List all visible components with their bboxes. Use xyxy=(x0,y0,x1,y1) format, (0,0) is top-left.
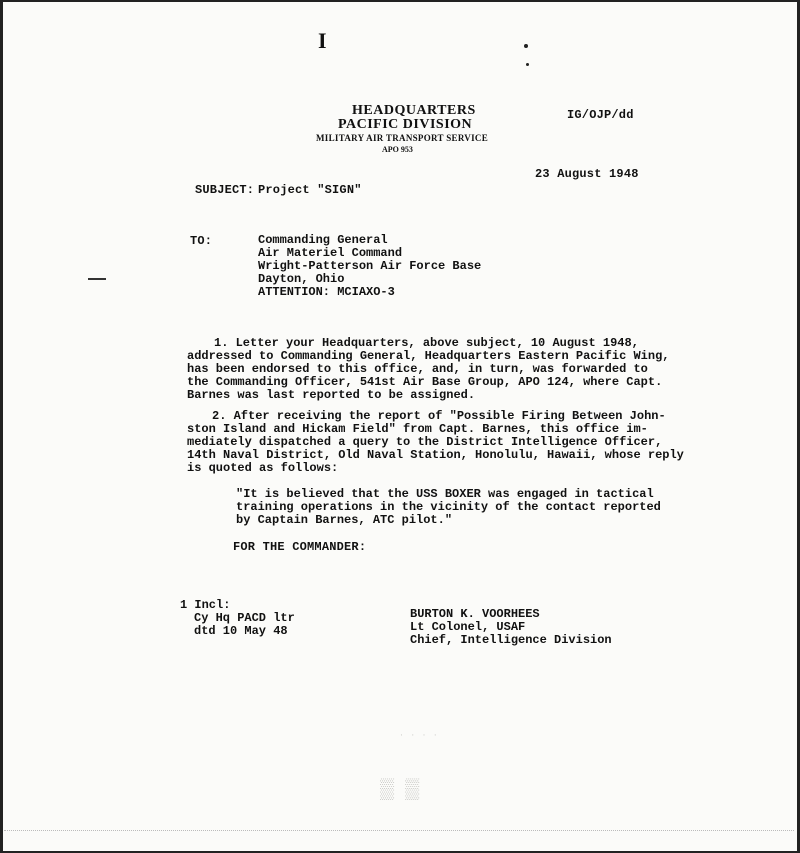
paragraph-line: ston Island and Hickam Field" from Capt. Barnes, this office im- xyxy=(187,422,648,436)
enclosure-line: dtd 10 May 48 xyxy=(194,624,288,638)
signature-line: Chief, Intelligence Division xyxy=(410,633,612,647)
subject-label: SUBJECT: xyxy=(195,183,255,197)
letterhead-line2: PACIFIC DIVISION xyxy=(338,117,473,132)
addressee-block xyxy=(258,234,481,299)
paragraph-line: 1. Letter your Headquarters, above subject, 10 August 1948, xyxy=(214,336,639,350)
signature-block xyxy=(410,608,612,647)
signature-line: BURTON K. VOORHEES xyxy=(410,607,540,621)
letterhead-line3: MILITARY AIR TRANSPORT SERVICE xyxy=(316,133,489,143)
scan-border-top xyxy=(0,0,800,2)
paragraph-line: 14th Naval District, Old Naval Station, Honolulu, Hawaii, whose reply xyxy=(187,448,684,462)
letterhead-line1: HEADQUARTERS xyxy=(352,103,476,118)
faint-bleedthrough: · · · · xyxy=(400,730,440,740)
to-label: TO: xyxy=(190,234,213,248)
signature-line: Lt Colonel, USAF xyxy=(410,620,526,634)
paragraph-1 xyxy=(187,337,669,402)
quote-line: training operations in the vicinity of the contact reported xyxy=(236,500,661,514)
punch-dot xyxy=(524,44,528,48)
paragraph-line: 2. After receiving the report of "Possible Firing Between John- xyxy=(212,409,666,423)
enclosure-block xyxy=(180,599,295,638)
paragraph-line: mediately dispatched a query to the District Intelligence Officer, xyxy=(187,435,663,449)
file-reference: IG/OJP/dd xyxy=(567,108,634,122)
quote-line: by Captain Barnes, ATC pilot." xyxy=(236,513,453,527)
paragraph-2 xyxy=(187,410,684,475)
letter-date: 23 August 1948 xyxy=(535,167,639,181)
scan-artifact-line xyxy=(4,830,794,831)
paragraph-line: Barnes was last reported to be assigned. xyxy=(187,388,476,402)
addressee-line: Dayton, Ohio xyxy=(258,272,345,286)
page-marker: I xyxy=(318,28,327,53)
addressee-line: Air Materiel Command xyxy=(258,246,403,260)
addressee-line: Wright-Patterson Air Force Base xyxy=(258,259,482,273)
quoted-reply xyxy=(236,488,661,527)
paragraph-line: has been endorsed to this office, and, in turn, was forwarded to xyxy=(187,362,648,376)
letterhead-line4: APO 953 xyxy=(382,145,413,154)
enclosure-line: 1 Incl: xyxy=(180,598,231,612)
addressee-line: Commanding General xyxy=(258,233,388,247)
quote-line: "It is believed that the USS BOXER was engaged in tactical xyxy=(236,487,654,501)
margin-dash xyxy=(88,278,106,280)
paragraph-line: addressed to Commanding General, Headquarters Eastern Pacific Wing, xyxy=(187,349,670,363)
paragraph-line: is quoted as follows: xyxy=(187,461,339,475)
scan-border-left xyxy=(0,0,3,853)
faint-bleedthrough: ▒ ▒ xyxy=(380,778,423,800)
closing-line: FOR THE COMMANDER: xyxy=(233,540,367,554)
punch-dot xyxy=(526,63,529,66)
paragraph-line: the Commanding Officer, 541st Air Base Group, APO 124, where Capt. xyxy=(187,375,663,389)
addressee-line: ATTENTION: MCIAXO-3 xyxy=(258,285,395,299)
subject-value: Project "SIGN" xyxy=(258,183,362,197)
enclosure-line: Cy Hq PACD ltr xyxy=(194,611,295,625)
